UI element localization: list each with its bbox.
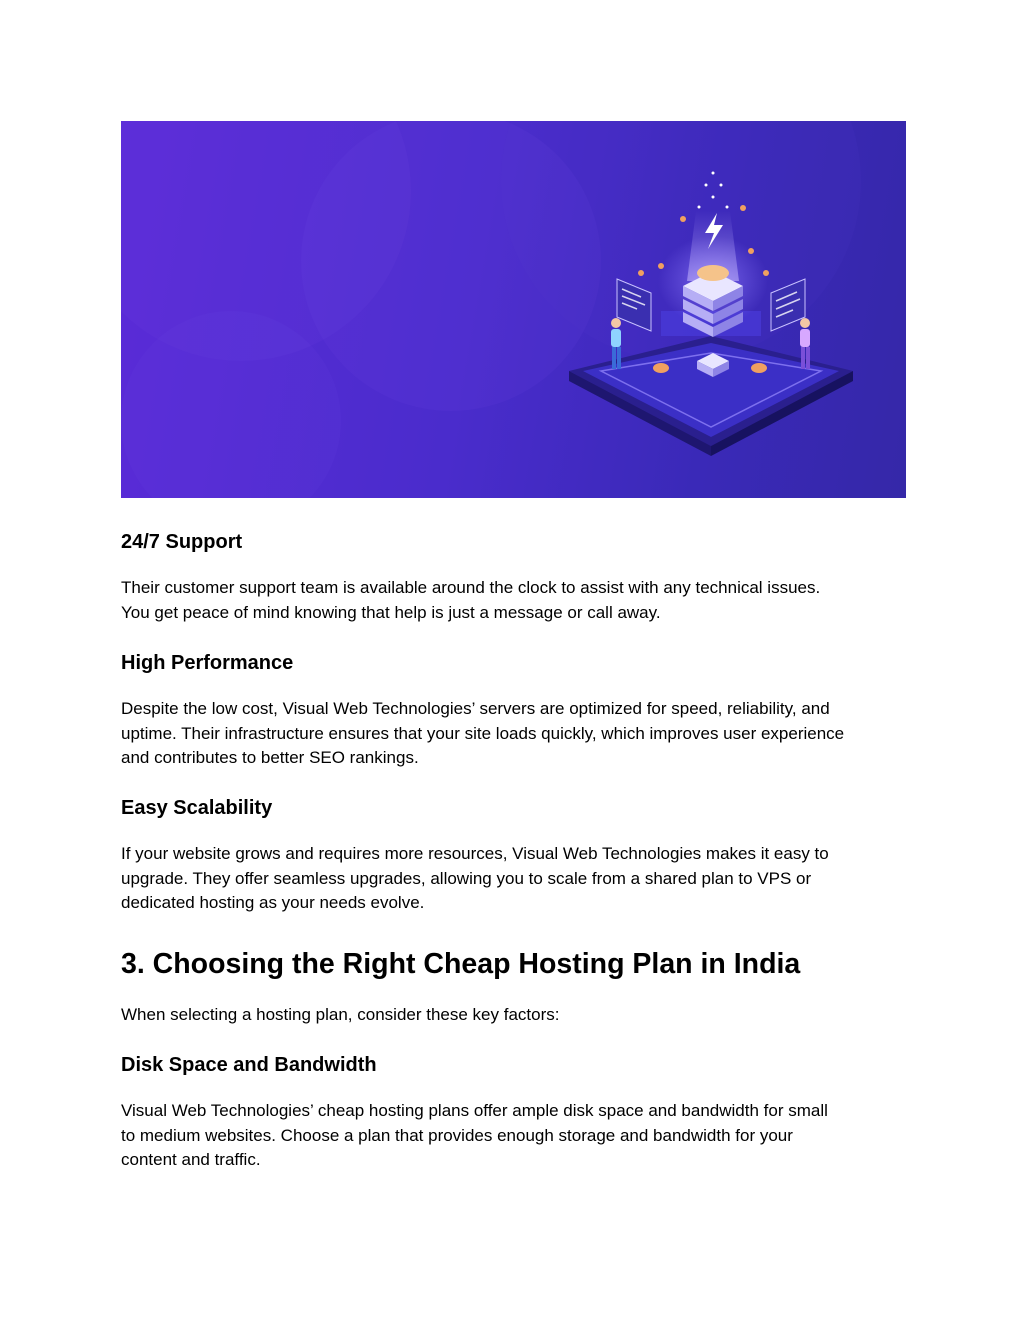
chapter-intro: When selecting a hosting plan, consider these key factors: xyxy=(121,1005,560,1024)
paragraph-line: to medium websites. Choose a plan that provides enough storage and bandwidth for your xyxy=(121,1125,793,1145)
paragraph-line: dedicated hosting as your needs evolve. xyxy=(121,893,425,912)
section-paragraph-performance xyxy=(121,697,911,771)
paragraph-line: Visual Web Technologies’ cheap hosting plans offer ample disk space and bandwidth for small xyxy=(121,1101,828,1120)
section-paragraph-scalability xyxy=(121,842,911,916)
subsection-heading-disk-space: Disk Space and Bandwidth xyxy=(121,1054,377,1076)
paragraph-line: content and traffic. xyxy=(121,1150,261,1169)
paragraph-line: Their customer support team is available around the clock to assist with any technical issues. xyxy=(121,578,821,597)
paragraph-line: Despite the low cost, Visual Web Technologies’ servers are optimized for speed, reliability, and xyxy=(121,699,830,718)
section-paragraph-support xyxy=(121,576,911,625)
section-heading-performance: High Performance xyxy=(121,652,294,674)
paragraph-line: and contributes to better SEO rankings. xyxy=(121,748,419,767)
paragraph-line: uptime. Their infrastructure ensures that your site loads quickly, which improves user experience xyxy=(121,723,845,743)
chapter-heading: 3. Choosing the Right Cheap Hosting Plan in India xyxy=(121,948,801,980)
paragraph-line: You get peace of mind knowing that help is just a message or call away. xyxy=(121,602,661,622)
paragraph-line: upgrade. They offer seamless upgrades, allowing you to scale from a shared plan to VPS or xyxy=(121,868,812,888)
section-heading-scalability: Easy Scalability xyxy=(121,797,273,819)
server-isometric-illustration xyxy=(121,121,906,498)
hero-illustration xyxy=(121,121,906,498)
paragraph-line: If your website grows and requires more resources, Visual Web Technologies makes it easy to xyxy=(121,844,829,863)
section-heading-support: 24/7 Support xyxy=(121,531,243,553)
subsection-paragraph-disk-space xyxy=(121,1099,911,1173)
